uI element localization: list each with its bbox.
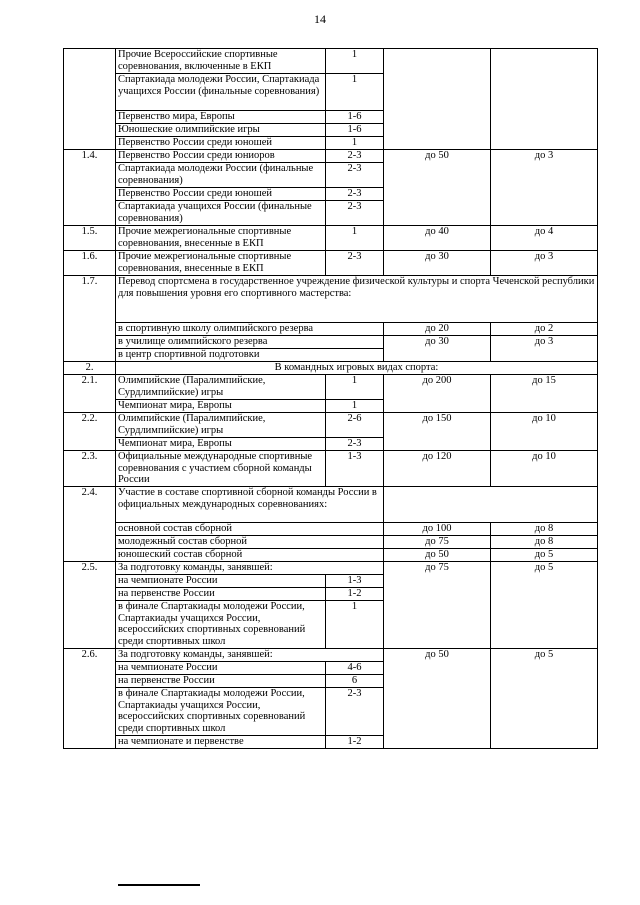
row-description: на чемпионате и первенстве: [116, 736, 326, 749]
row-place: 2-3: [326, 150, 384, 163]
row-period: до 10: [491, 451, 598, 487]
header-empty-cell: [384, 487, 598, 523]
row-amount: до 50: [384, 549, 491, 562]
row-period: до 5: [491, 549, 598, 562]
row-number: 1.4.: [64, 150, 116, 226]
row-description: Официальные международные спортивные соревнования с участием сборной команды России: [116, 451, 326, 487]
row-number: 1.6.: [64, 251, 116, 276]
row-amount: до 100: [384, 523, 491, 536]
row-description: Первенство России среди юношей: [116, 137, 326, 150]
section-header: За подготовку команды, занявшей:: [116, 562, 384, 575]
row-description: Первенство России среди юниоров: [116, 150, 326, 163]
table-row: [64, 549, 598, 562]
row-description: в финале Спартакиады молодежи России, Спартакиады учащихся России, всероссийских спортивных соревнований среди спортивных школ: [116, 601, 326, 649]
row-period: до 5: [491, 562, 598, 649]
row-place: 2-3: [326, 188, 384, 201]
row-description: в центр спортивной подготовки: [116, 349, 384, 362]
row-description: Юношеские олимпийские игры: [116, 124, 326, 137]
table-row: [64, 562, 598, 575]
row-description: в финале Спартакиады молодежи России, Спартакиады учащихся России, всероссийских спортивных соревнований среди спортивных школ: [116, 688, 326, 736]
row-amount: до 200: [384, 375, 491, 413]
row-description: молодежный состав сборной: [116, 536, 384, 549]
row-period: до 5: [491, 649, 598, 749]
row-number: 2.6.: [64, 649, 116, 749]
row-place: 1: [326, 601, 384, 649]
row-amount: до 150: [384, 413, 491, 451]
row-place: 1: [326, 226, 384, 251]
row-amount: до 50: [384, 649, 491, 749]
footer-rule: [118, 884, 200, 888]
section-header: Перевод спортсмена в государственное учреждение физической культуры и спорта Чеченской республики для повышения уровня его спортивного мастерства:: [116, 276, 598, 323]
row-place: 1-2: [326, 736, 384, 749]
row-description: на чемпионате России: [116, 575, 326, 588]
table-row: [64, 375, 598, 400]
row-number: 2.1.: [64, 375, 116, 413]
table-row: [64, 49, 598, 74]
row-description: Прочие Всероссийские спортивные соревнования, включенные в ЕКП: [116, 49, 326, 74]
row-place: 1-3: [326, 451, 384, 487]
row-period: до 2: [491, 323, 598, 336]
row-description: в спортивную школу олимпийского резерва: [116, 323, 384, 336]
table-row: [64, 451, 598, 487]
row-place: 2-3: [326, 438, 384, 451]
row-amount: до 75: [384, 536, 491, 549]
row-amount: до 50: [384, 150, 491, 226]
row-period: до 3: [491, 150, 598, 226]
table-row: [64, 336, 598, 349]
row-description: на чемпионате России: [116, 662, 326, 675]
row-place: 2-6: [326, 413, 384, 438]
row-place: 2-3: [326, 251, 384, 276]
table-row: [64, 523, 598, 536]
row-description: Спартакиада учащихся России (финальные соревнования): [116, 201, 326, 226]
row-period: до 3: [491, 251, 598, 276]
row-period: до 10: [491, 413, 598, 451]
row-description: Спартакиада молодежи России (финальные соревнования): [116, 163, 326, 188]
row-number: 2.2.: [64, 413, 116, 451]
row-number: 2.5.: [64, 562, 116, 649]
row-place: 2-3: [326, 163, 384, 188]
row-description: Прочие межрегиональные спортивные соревнования, внесенные в ЕКП: [116, 251, 326, 276]
row-amount: до 20: [384, 323, 491, 336]
row-amount: до 30: [384, 336, 491, 362]
row-description: на первенстве России: [116, 675, 326, 688]
row-place: 6: [326, 675, 384, 688]
row-place: 1-2: [326, 588, 384, 601]
table-row: [64, 150, 598, 163]
row-place: 1-6: [326, 111, 384, 124]
row-description: юношеский состав сборной: [116, 549, 384, 562]
row-description: основной состав сборной: [116, 523, 384, 536]
table-row: [64, 323, 598, 336]
table-row: [64, 276, 598, 323]
table-row: [64, 413, 598, 438]
row-place: 2-3: [326, 688, 384, 736]
row-description: на первенстве России: [116, 588, 326, 601]
row-period: до 15: [491, 375, 598, 413]
table-row: [64, 649, 598, 662]
table-row: [64, 536, 598, 549]
row-description: Прочие межрегиональные спортивные соревнования, внесенные в ЕКП: [116, 226, 326, 251]
row-place: 1-6: [326, 124, 384, 137]
row-place: 1: [326, 400, 384, 413]
table-row: [64, 487, 598, 523]
table-row: [64, 226, 598, 251]
row-place: 1: [326, 375, 384, 400]
row-description: Олимпийские (Паралимпийские, Сурдлимпийские) игры: [116, 413, 326, 438]
row-place: 2-3: [326, 201, 384, 226]
row-period: до 8: [491, 536, 598, 549]
row-amount: до 30: [384, 251, 491, 276]
row-amount: до 40: [384, 226, 491, 251]
row-description: Спартакиада молодежи России, Спартакиада учащихся России (финальные соревнования): [116, 74, 326, 111]
section-header: Участие в составе спортивной сборной команды России в официальных международных соревнованиях:: [116, 487, 384, 523]
row-place: 1: [326, 74, 384, 111]
row-description: в училище олимпийского резерва: [116, 336, 384, 349]
row-period: до 3: [491, 336, 598, 362]
row-period: [491, 49, 598, 150]
row-number: 1.5.: [64, 226, 116, 251]
row-number: 1.7.: [64, 276, 116, 362]
row-amount: до 120: [384, 451, 491, 487]
row-description: Первенство России среди юношей: [116, 188, 326, 201]
row-place: 1: [326, 137, 384, 150]
row-description: Первенство мира, Европы: [116, 111, 326, 124]
table-row: [64, 362, 598, 375]
row-description: Чемпионат мира, Европы: [116, 400, 326, 413]
row-place: 1: [326, 49, 384, 74]
row-number-cell: [64, 49, 116, 150]
row-amount: [384, 49, 491, 150]
row-place: 1-3: [326, 575, 384, 588]
section-header: За подготовку команды, занявшей:: [116, 649, 384, 662]
row-number: 2.4.: [64, 487, 116, 562]
page-number: 14: [314, 12, 326, 26]
row-place: 4-6: [326, 662, 384, 675]
row-description: Чемпионат мира, Европы: [116, 438, 326, 451]
row-number: 2.3.: [64, 451, 116, 487]
row-period: до 8: [491, 523, 598, 536]
table-row: [64, 251, 598, 276]
row-amount: до 75: [384, 562, 491, 649]
section-header: В командных игровых видах спорта:: [116, 362, 598, 375]
row-number: 2.: [64, 362, 116, 375]
row-period: до 4: [491, 226, 598, 251]
awards-table: [63, 48, 598, 749]
row-description: Олимпийские (Паралимпийские, Сурдлимпийские) игры: [116, 375, 326, 400]
